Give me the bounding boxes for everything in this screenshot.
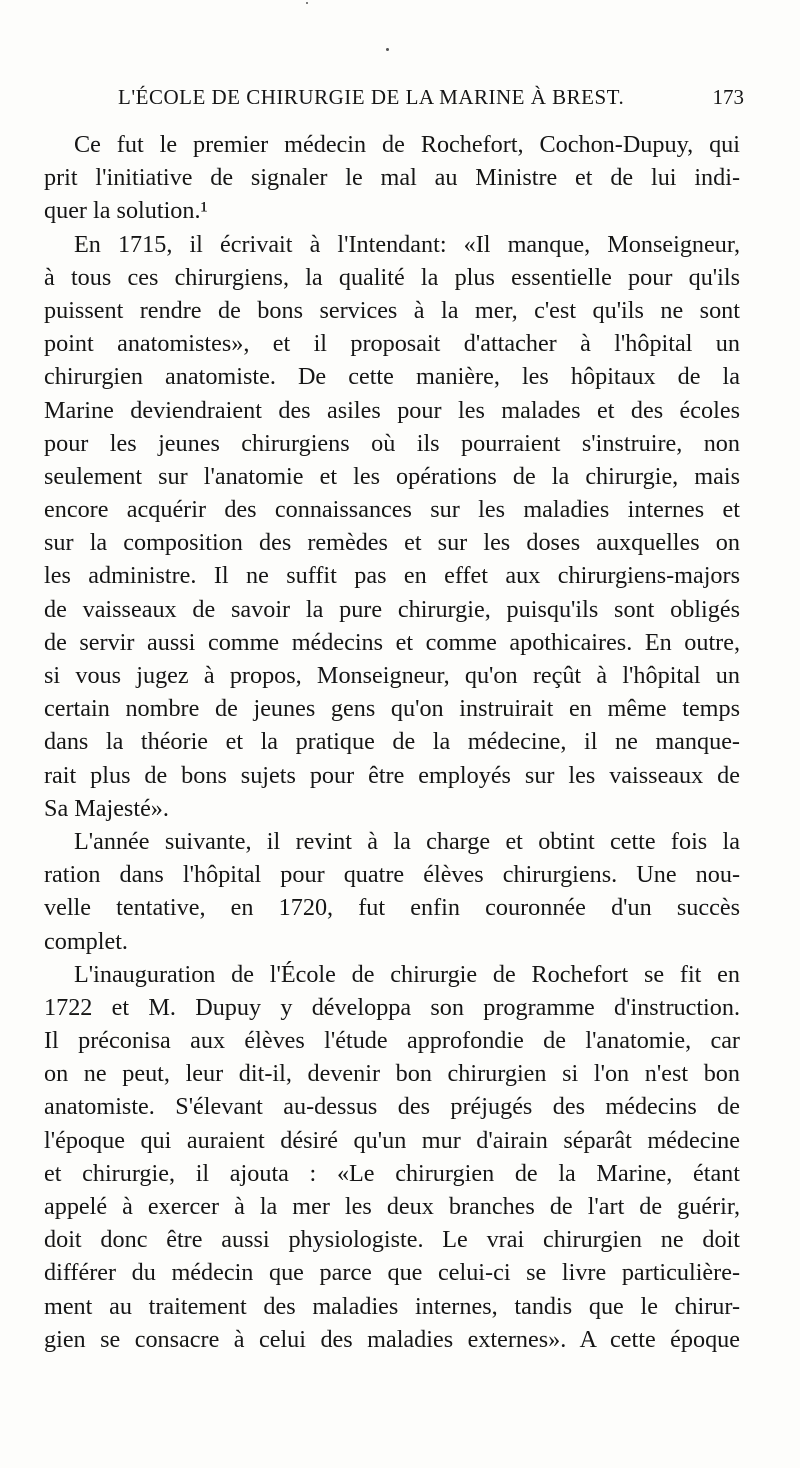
text-line: En 1715, il écrivait à l'Intendant: «Il manque, Monseigneur, [74, 230, 740, 258]
text-line: Sa Majesté». [44, 794, 169, 822]
text-line: dans la théorie et la pratique de la médecine, il ne manque- [44, 728, 740, 756]
text-line: ment au traitement des maladies internes, tandis que le chirur- [44, 1292, 740, 1320]
text-line: l'époque qui auraient désiré qu'un mur d'airain séparât médecine [44, 1126, 740, 1154]
text-line: L'année suivante, il revint à la charge et obtint cette fois la [74, 827, 740, 855]
running-head [44, 85, 744, 115]
text-line: seulement sur l'anatomie et les opérations de la chirurgie, mais [44, 462, 740, 490]
text-line: appelé à exercer à la mer les deux branches de l'art de guérir, [44, 1193, 740, 1220]
text-line: L'inauguration de l'École de chirurgie de Rochefort se fit en [74, 960, 740, 988]
text-line: Il préconisa aux élèves l'étude approfondie de l'anatomie, car [44, 1027, 740, 1055]
body-text [44, 128, 740, 1356]
text-line: Marine deviendraient des asiles pour les malades et des écoles [44, 396, 740, 424]
text-line: de vaisseaux de savoir la pure chirurgie, puisqu'ils sont obligés [44, 595, 740, 623]
text-line: chirurgien anatomiste. De cette manière, les hôpitaux de la [44, 363, 740, 391]
text-line: à tous ces chirurgiens, la qualité la plus essentielle pour qu'ils [44, 263, 740, 291]
text-line: doit donc être aussi physiologiste. Le vrai chirurgien ne doit [44, 1226, 740, 1254]
text-line: anatomiste. S'élevant au-dessus des préjugés des médecins de [44, 1093, 740, 1121]
scan-speck [306, 2, 308, 4]
text-line: complet. [44, 927, 128, 955]
paragraph [44, 228, 740, 825]
text-line: les administre. Il ne suffit pas en effet aux chirurgiens-majors [44, 562, 740, 590]
text-line: prit l'initiative de signaler le mal au Ministre et de lui indi- [44, 164, 740, 192]
running-title: L'ÉCOLE DE CHIRURGIE DE LA MARINE À BREST. [118, 85, 625, 109]
page-number: 173 [712, 85, 744, 109]
text-line: 1722 et M. Dupuy y développa son programme d'instruction. [44, 993, 740, 1021]
text-line: quer la solution.¹ [44, 197, 208, 225]
text-line: pour les jeunes chirurgiens où ils pourraient s'instruire, non [44, 429, 740, 457]
text-line: gien se consacre à celui des maladies externes». A cette époque [44, 1325, 740, 1353]
text-line: Ce fut le premier médecin de Rochefort, Cochon-Dupuy, qui [74, 131, 740, 158]
text-line: encore acquérir des connaissances sur les maladies internes et [44, 496, 740, 524]
text-line: certain nombre de jeunes gens qu'on instruirait en même temps [44, 695, 740, 723]
text-line: point anatomistes», et il proposait d'attacher à l'hôpital un [44, 330, 740, 358]
paragraph [44, 825, 740, 958]
text-line: et chirurgie, il ajouta : «Le chirurgien de la Marine, étant [44, 1159, 740, 1187]
text-line: sur la composition des remèdes et sur les doses auxquelles on [44, 529, 740, 557]
paragraph [44, 958, 740, 1356]
text-line: de servir aussi comme médecins et comme apothicaires. En outre, [44, 628, 740, 656]
text-line: velle tentative, en 1720, fut enfin couronnée d'un succès [44, 894, 740, 922]
text-line: si vous jugez à propos, Monseigneur, qu'on reçût à l'hôpital un [44, 662, 740, 689]
paragraph [44, 128, 740, 228]
text-line: ration dans l'hôpital pour quatre élèves chirurgiens. Une nou- [44, 861, 740, 889]
scan-speck [386, 48, 389, 51]
text-line: on ne peut, leur dit-il, devenir bon chirurgien si l'on n'est bon [44, 1060, 740, 1088]
text-line: différer du médecin que parce que celui-ci se livre particulière- [44, 1259, 740, 1287]
text-line: rait plus de bons sujets pour être employés sur les vaisseaux de [44, 761, 740, 789]
text-line: puissent rendre de bons services à la mer, c'est qu'ils ne sont [44, 296, 740, 324]
